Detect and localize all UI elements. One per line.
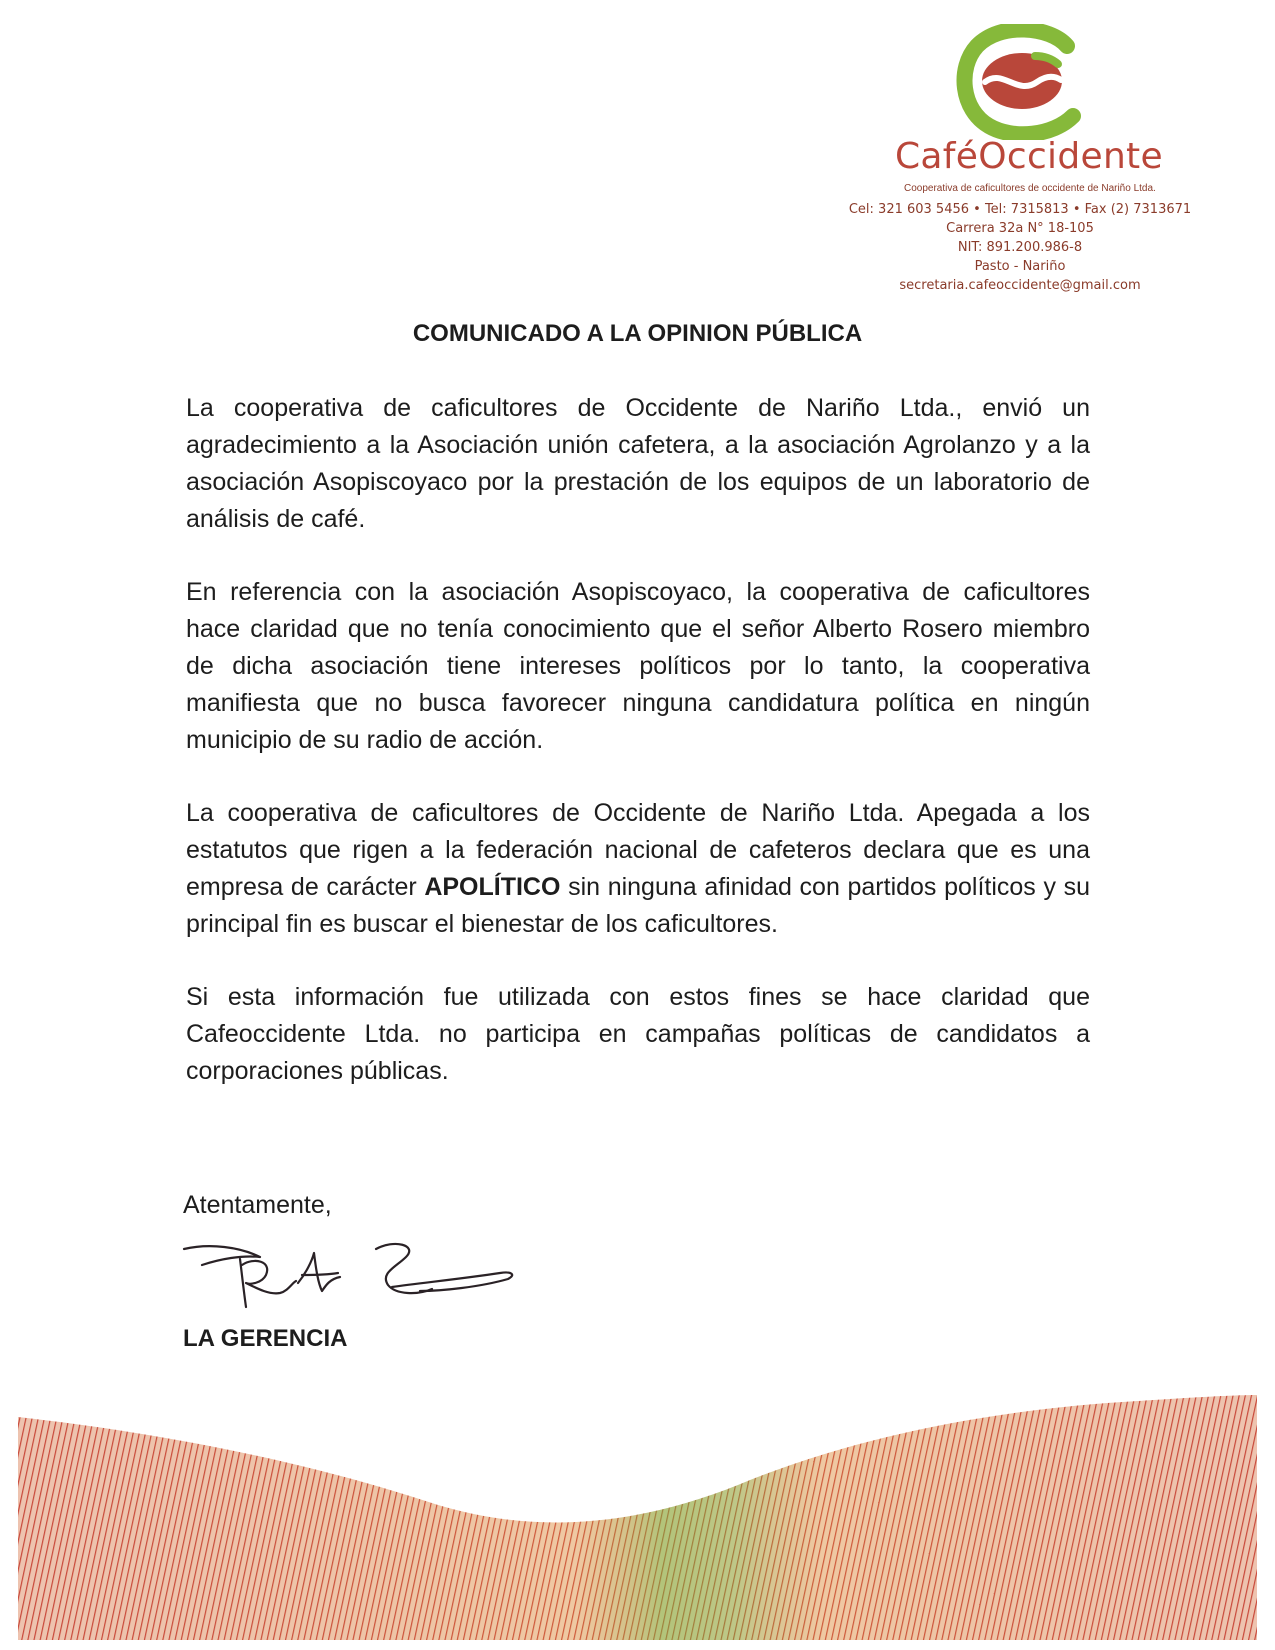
contact-nit: NIT: 891.200.986-8 <box>957 240 1083 255</box>
document-body <box>186 390 1090 1126</box>
brand-tagline: Cooperativa de caficultores de occidente de Nariño Ltda. <box>904 183 1156 194</box>
letterhead <box>820 24 1240 294</box>
cafe-occidente-logo-icon <box>955 24 1085 140</box>
paragraph-clarification: Si esta información fue utilizada con estos fines se hace claridad que Cafeoccidente Ltda. no participa en campañas políticas de candidatos a corporaciones públicas. <box>186 983 1090 1085</box>
paragraph-thanks: La cooperativa de caficultores de Occidente de Nariño Ltda., envió un agradecimiento a la Asociación unión cafetera, a la asociación Agrolanzo y a la asociación Asopiscoyaco por la prestación de los equipos de un laboratorio de análisis de café. <box>186 394 1090 533</box>
contact-block <box>820 200 1220 295</box>
footer-wave-pattern <box>18 1395 1257 1640</box>
contact-phones: Cel: 321 603 5456 • Tel: 7315813 • Fax (2) 7313671 <box>848 202 1192 217</box>
contact-address: Carrera 32a N° 18-105 <box>946 221 1094 236</box>
paragraph-apolitical-end: sin ninguna afinidad con partidos políticos y su principal fin es buscar el bienestar de los caficultores. <box>186 873 1090 938</box>
paragraph-apolitical-start: La cooperativa de caficultores de Occidente de Nariño Ltda. Apegada a los estatutos que rigen a la federación nacional de cafeteros declara que es una empresa de carácter <box>186 799 1090 901</box>
closing-salutation: Atentamente, <box>183 1191 332 1219</box>
paragraph-apolitical <box>186 795 1090 943</box>
apolitical-emphasis: APOLÍTICO <box>424 873 561 901</box>
brand-name: CaféOccidente <box>895 136 1163 177</box>
contact-city: Pasto - Nariño <box>974 259 1066 274</box>
paragraph-asopiscoyaco: En referencia con la asociación Asopiscoyaco, la cooperativa de caficultores hace claridad que no tenía conocimiento que el señor Alberto Rosero miembro de dicha asociación tiene intereses políticos por lo tanto, la cooperativa manifiesta que no busca favorecer ninguna candidatura política en ningún municipio de su radio de acción. <box>186 578 1090 754</box>
handwritten-signature <box>180 1235 540 1325</box>
document-title: COMUNICADO A LA OPINION PÚBLICA <box>412 320 863 347</box>
signer-name: LA GERENCIA <box>183 1325 348 1352</box>
contact-email: secretaria.cafeoccidente@gmail.com <box>899 278 1141 293</box>
